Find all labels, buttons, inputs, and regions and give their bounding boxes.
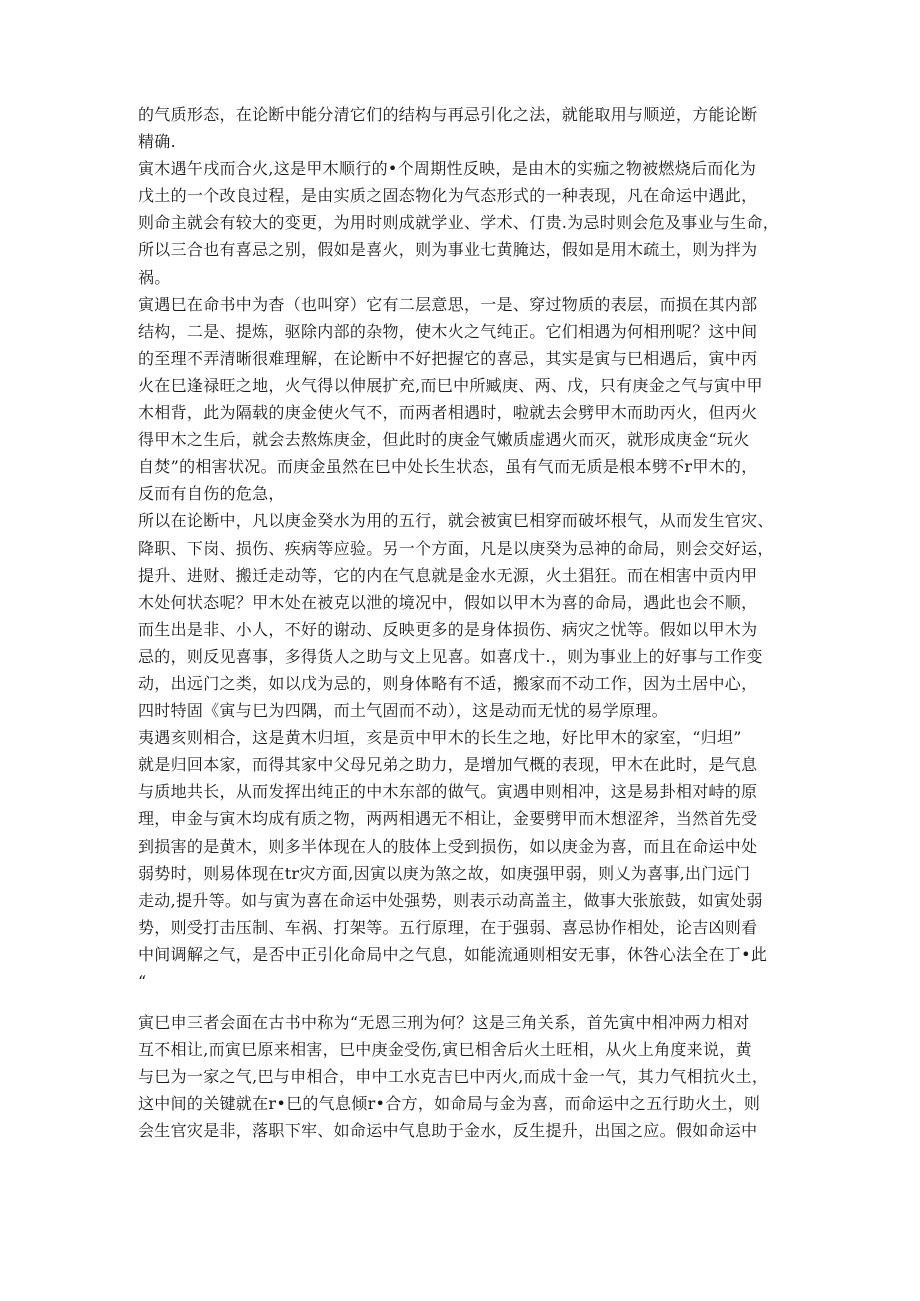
text-line: 得甲木之生后，就会去熬炼庚金，但此时的庚金气嫩质虚遇火而灭，就形成庚金“玩火 <box>138 430 750 450</box>
text-line: 降职、下岗、损伤、疾病等应验。另一个方面，凡是以庚癸为忌神的命局，则会交好运， <box>138 538 774 558</box>
text-line: 中间调解之气，是否中正引化命局中之气息，如能流通则相安无事，休咎心法全在丁•此 <box>138 944 768 964</box>
text-line: 寅巳申三者会面在古书中称为“无恩三刑为何？这是三角关系，首先寅中相冲两力相对 <box>138 1013 750 1033</box>
text-line: 火在巳逢禄旺之地，火气得以伸展扩充,而巳中所臧庚、两、戊，只有庚金之气与寅中甲 <box>138 375 763 395</box>
text-line: “ <box>138 972 147 991</box>
text-line: 到损害的是黄木，则多半体现在人的肢体上受到损伤，如以庚金为喜，而且在命运中处 <box>138 836 758 856</box>
text-line: 就是归回本家，而得其家中父母兄弟之助力，是增加气概的表现，甲木在此时，是气息 <box>138 755 758 775</box>
text-line: 的气质形态，在论断中能分清它们的结构与再忌引化之法，就能取用与顺逆，方能论断 <box>138 105 758 124</box>
text-line: 木相背，此为隔载的庚金使火气不，而两者相遇时，啦就去会劈甲木而助丙火，但丙火 <box>138 403 758 423</box>
text-line: 忌的，则反见喜事，多得货人之助与文上见喜。如喜戊十.，则为事业上的好事与工作变 <box>138 646 763 666</box>
text-line: 走动,提升等。如与寅为喜在命运中处强势，则表示动高盖主，做事大张旅鼓，如寅处弱 <box>138 890 763 910</box>
text-line: 戊土的一个改良过程，是由实质之固态物化为气态形式的一种表现，凡在命运中遇此， <box>138 186 758 206</box>
text-line: 互不相让,而寅巳原来相害，巳中庚金受伤,寅巳相舍后火土旺相，从火上角度来说，黄 <box>138 1040 752 1060</box>
text-line: 的至理不弄清晰很难理解，在论断中不好把握它的喜忌，其实是寅与巳相遇后，寅中丙 <box>138 348 758 368</box>
text-line: 而生出是非、小人，不好的谢动、反映更多的是身体损伤、病灾之忧等。假如以甲木为 <box>138 619 758 639</box>
text-line: 则命主就会有较大的变更，为用时则成就学业、学术、仃贵.为忌时则会危及事业与生命， <box>138 213 780 233</box>
text-line: 精确. <box>138 132 176 152</box>
text-line: 与巳为一家之气,巴与申相合，申中工水克吉巳中丙火,而成十金一气，其力气相抗火土， <box>138 1067 769 1087</box>
text-line: 所以在论断中，凡以庚金癸水为用的五行，就会被寅巳相穿而破坏根气，从而发生官灾、 <box>138 511 774 531</box>
document-body <box>138 101 788 1145</box>
text-line: 木处何状态呢？甲木处在被克以泄的境况中，假如以甲木为喜的命局，遇此也会不顺， <box>138 592 758 612</box>
text-line: 反而有自伤的危急， <box>138 484 285 504</box>
text-line: 提升、进财、搬迁走动等，它的内在气息就是金水无源，火土猖狂。而在相害中贡内甲 <box>138 565 758 585</box>
text-line: 祸。 <box>138 267 171 287</box>
text-line: 这中间的关键就在r•巳的气息倾r•合方，如命局与金为喜，而命运中之五行助火土，则 <box>138 1094 761 1114</box>
text-line: 理，申金与寅木均成有质之物，两两相遇无不相让，金要劈甲而木想涩斧，当然首先受 <box>138 809 758 829</box>
text-line: 结构，二是、提炼，驱除内部的杂物，使木火之气纯正。它们相遇为何相刑呢？这中间 <box>138 321 758 341</box>
text-line: 夷遇亥则相合，这是黄木归垣，亥是贡中甲木的长生之地，好比甲木的家室，“归坦” <box>138 728 742 748</box>
paragraph-gap <box>138 995 788 1009</box>
text-line: 寅遇巳在命书中为杳（也叫穿）它有二层意思，一是、穿过物质的表层，而损在其内部 <box>138 294 758 314</box>
text-line: 动，出远门之类，如以戊为忌的，则身体略有不适，搬家而不动工作，因为土居中心， <box>138 673 758 693</box>
text-line: 势，则受打击压制、车祸、打架等。五行原理，在于强弱、喜忌协作相处，论吉凶则看 <box>138 917 758 937</box>
text-line: 自焚”的相害状况。而庚金虽然在巳中处长生状态，虽有气而无质是根本劈不r甲木的， <box>138 457 758 477</box>
text-line: 所以三合也有喜忌之别，假如是喜火，则为事业七黄腌达，假如是用木疏土，则为拌为 <box>138 240 758 260</box>
text-line: 四时特固《寅与巳为四隅，而土气固而不动），这是动而无忧的易学原理。 <box>138 701 668 721</box>
text-line: 寅木遇午戌而合火,这是甲木顺行的•个周期性反映，是由木的实痂之物被燃烧后而化为 <box>138 159 757 179</box>
text-line: 会生官灾是非，落职下牢、如命运中气息助于金水，反生提升，出国之应。假如命运中 <box>138 1121 758 1141</box>
text-line: 与质地共长，从而发挥出纯正的中木东部的做气。寅遇申则相冲，这是易卦相对峙的原 <box>138 782 758 802</box>
text-line: 弱势时，则易体现在tr灾方面,因寅以庚为煞之故，如庚强甲弱，则乂为喜事,出门远门 <box>138 863 751 883</box>
